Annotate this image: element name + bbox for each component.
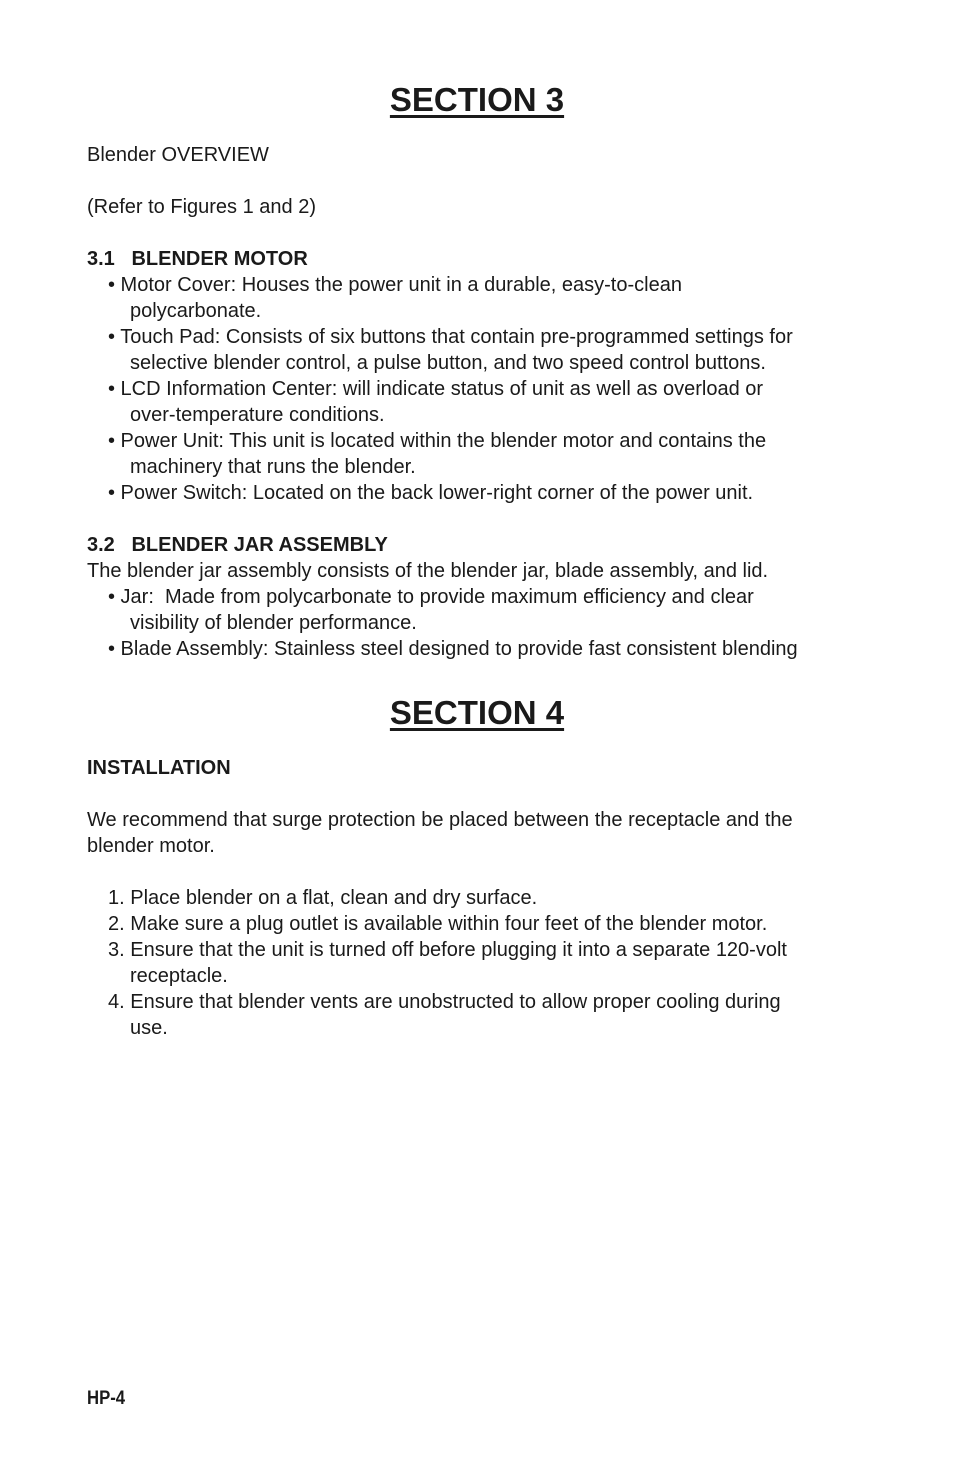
motor-item-2-cont: selective blender control, a pulse button, and two speed control buttons. [130,352,766,374]
installation-intro-cont: blender motor. [87,835,215,857]
section-4-title: SECTION 4 [389,694,565,731]
installation-intro: We recommend that surge protection be placed between the receptacle and the [87,809,793,831]
step-1: 1. Place blender on a flat, clean and dry surface. [108,887,538,909]
step-2: 2. Make sure a plug outlet is available within four feet of the blender motor. [108,913,768,935]
step-3-cont: receptacle. [130,965,228,987]
step-4: 4. Ensure that blender vents are unobstructed to allow proper cooling during [108,991,781,1013]
overview-label: Blender OVERVIEW [87,144,269,166]
motor-item-2: • Touch Pad: Consists of six buttons that contain pre-programmed settings for [108,326,793,348]
jar-item-2: • Blade Assembly: Stainless steel designed to provide fast consistent blending [108,638,798,660]
motor-item-4: • Power Unit: This unit is located within the blender motor and contains the [108,430,767,452]
motor-item-4-cont: machinery that runs the blender. [130,456,416,478]
jar-item-1: • Jar: Made from polycarbonate to provide maximum efficiency and clear [108,586,754,608]
section-3-title: SECTION 3 [389,81,565,118]
step-4-cont: use. [130,1017,168,1039]
motor-item-3-cont: over-temperature conditions. [130,404,385,426]
motor-item-1-cont: polycarbonate. [130,300,262,322]
motor-item-3: • LCD Information Center: will indicate status of unit as well as overload or [108,378,764,400]
refer-note: (Refer to Figures 1 and 2) [87,196,316,218]
jar-item-1-cont: visibility of blender performance. [130,612,417,634]
blender-motor-heading: 3.1 BLENDER MOTOR [87,248,308,270]
jar-assembly-heading: 3.2 BLENDER JAR ASSEMBLY [87,534,388,556]
motor-item-1: • Motor Cover: Houses the power unit in a durable, easy-to-clean [108,274,682,296]
motor-item-5: • Power Switch: Located on the back lower-right corner of the power unit. [108,482,754,504]
jar-assembly-intro: The blender jar assembly consists of the blender jar, blade assembly, and lid. [87,560,769,582]
step-3: 3. Ensure that the unit is turned off before plugging it into a separate 120-volt [108,939,787,961]
installation-heading: INSTALLATION [87,757,231,779]
page-number: HP-4 [87,1388,126,1409]
